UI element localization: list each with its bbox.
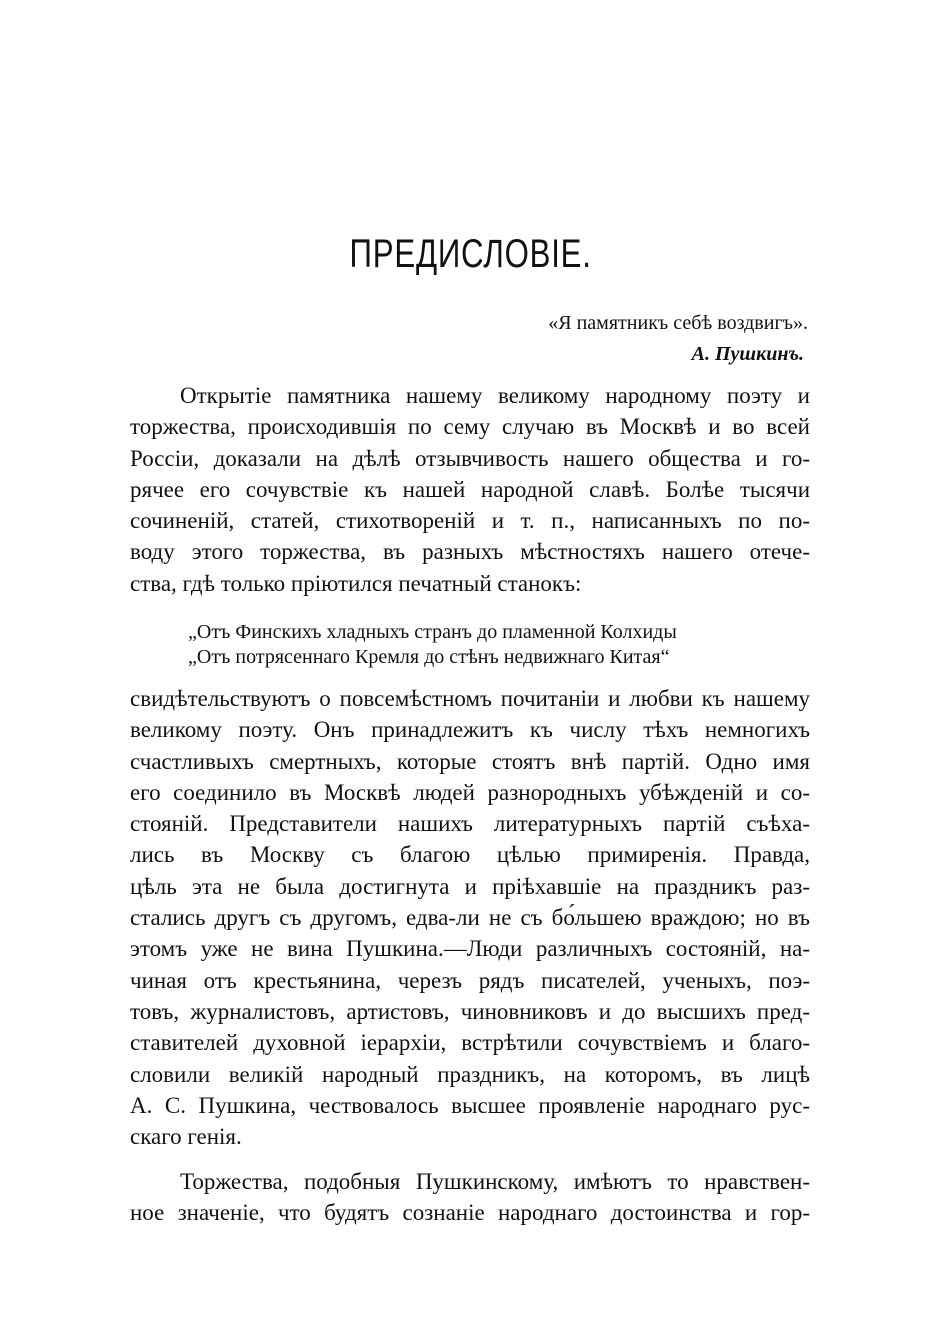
paragraph-line: сочиненій, статей, стихотвореній и т. п., написанныхъ по по- [130, 508, 810, 534]
paragraph-line: рячее его сочувствіе къ нашей народной славѣ. Болѣе тысячи [130, 476, 810, 502]
paragraph-line: великому поэту. Онъ принадлежитъ къ числу тѣхъ немногихъ [130, 717, 810, 743]
paragraph-line: счастливыхъ смертныхъ, которые стоятъ внѣ партій. Одно имя [130, 748, 810, 774]
paragraph-line: стояній. Представители нашихъ литературныхъ партій съѣха- [130, 811, 810, 837]
paragraph-line: Торжества, подобныя Пушкинскому, имѣютъ то нравствен- [180, 1169, 810, 1194]
paragraph-line: словили великій народный праздникъ, на которомъ, въ лицѣ [130, 1061, 810, 1087]
epigraph-author: А. Пушкинъ. [691, 343, 804, 365]
paragraph-line: его соединило въ Москвѣ людей разнородныхъ убѣжденій и со- [130, 779, 810, 805]
paragraph-line: стались другъ съ другомъ, едва-ли не съ бо́льшею враждою; но въ [130, 905, 810, 931]
paragraph-line: ства, гдѣ только пріютился печатный станокъ: [130, 570, 582, 596]
epigraph [548, 308, 808, 370]
verse-quote [188, 620, 677, 670]
paragraph-line: ставителей духовной іерархіи, встрѣтили сочувствіемъ и благо- [130, 1030, 810, 1056]
paragraph-3 [130, 1166, 810, 1229]
paragraph-1 [130, 380, 810, 599]
paragraph-line: А. С. Пушкина, чествовалось высшее проявленіе народнаго рус- [130, 1092, 810, 1118]
paragraph-line: Россіи, доказали на дѣлѣ отзывчивость нашего общества и го- [130, 445, 810, 471]
paragraph-line: торжества, происходившія по сему случаю въ Москвѣ и во всей [130, 414, 810, 440]
paragraph-line: Открытіе памятника нашему великому народному поэту и [180, 383, 810, 408]
epigraph-quote: «Я памятникъ себѣ воздвигъ». [548, 312, 808, 334]
paragraph-line: этомъ уже не вина Пушкина.—Люди различныхъ состояній, на- [130, 936, 810, 962]
paragraph-2 [130, 683, 810, 1152]
paragraph-line: товъ, журналистовъ, артистовъ, чиновниковъ и до высшихъ пред- [130, 998, 810, 1024]
page-title: ПРЕДИСЛОВІЕ. [349, 232, 592, 276]
paragraph-line: чиная отъ крестьянина, черезъ рядъ писателей, ученыхъ, поэ- [130, 967, 810, 993]
paragraph-line: цѣль эта не была достигнута и пріѣхавшіе на праздникъ раз- [130, 873, 810, 899]
paragraph-line: воду этого торжества, въ разныхъ мѣстностяхъ нашего отече- [130, 539, 810, 565]
verse-line: „Отъ Финскихъ хладныхъ странъ до пламенной Колхиды [188, 621, 677, 643]
paragraph-line: лись въ Москву съ благою цѣлью примиренія. Правда, [130, 842, 810, 868]
paragraph-line: свидѣтельствуютъ о повсемѣстномъ почитаніи и любви къ нашему [130, 686, 810, 711]
paragraph-line: ное значеніе, что будятъ сознаніе народнаго достоинства и гор- [130, 1200, 810, 1226]
paragraph-line: скаго генія. [130, 1124, 242, 1150]
verse-line: „Отъ потрясеннаго Кремля до стѣнъ недвижнаго Китая“ [188, 646, 670, 668]
